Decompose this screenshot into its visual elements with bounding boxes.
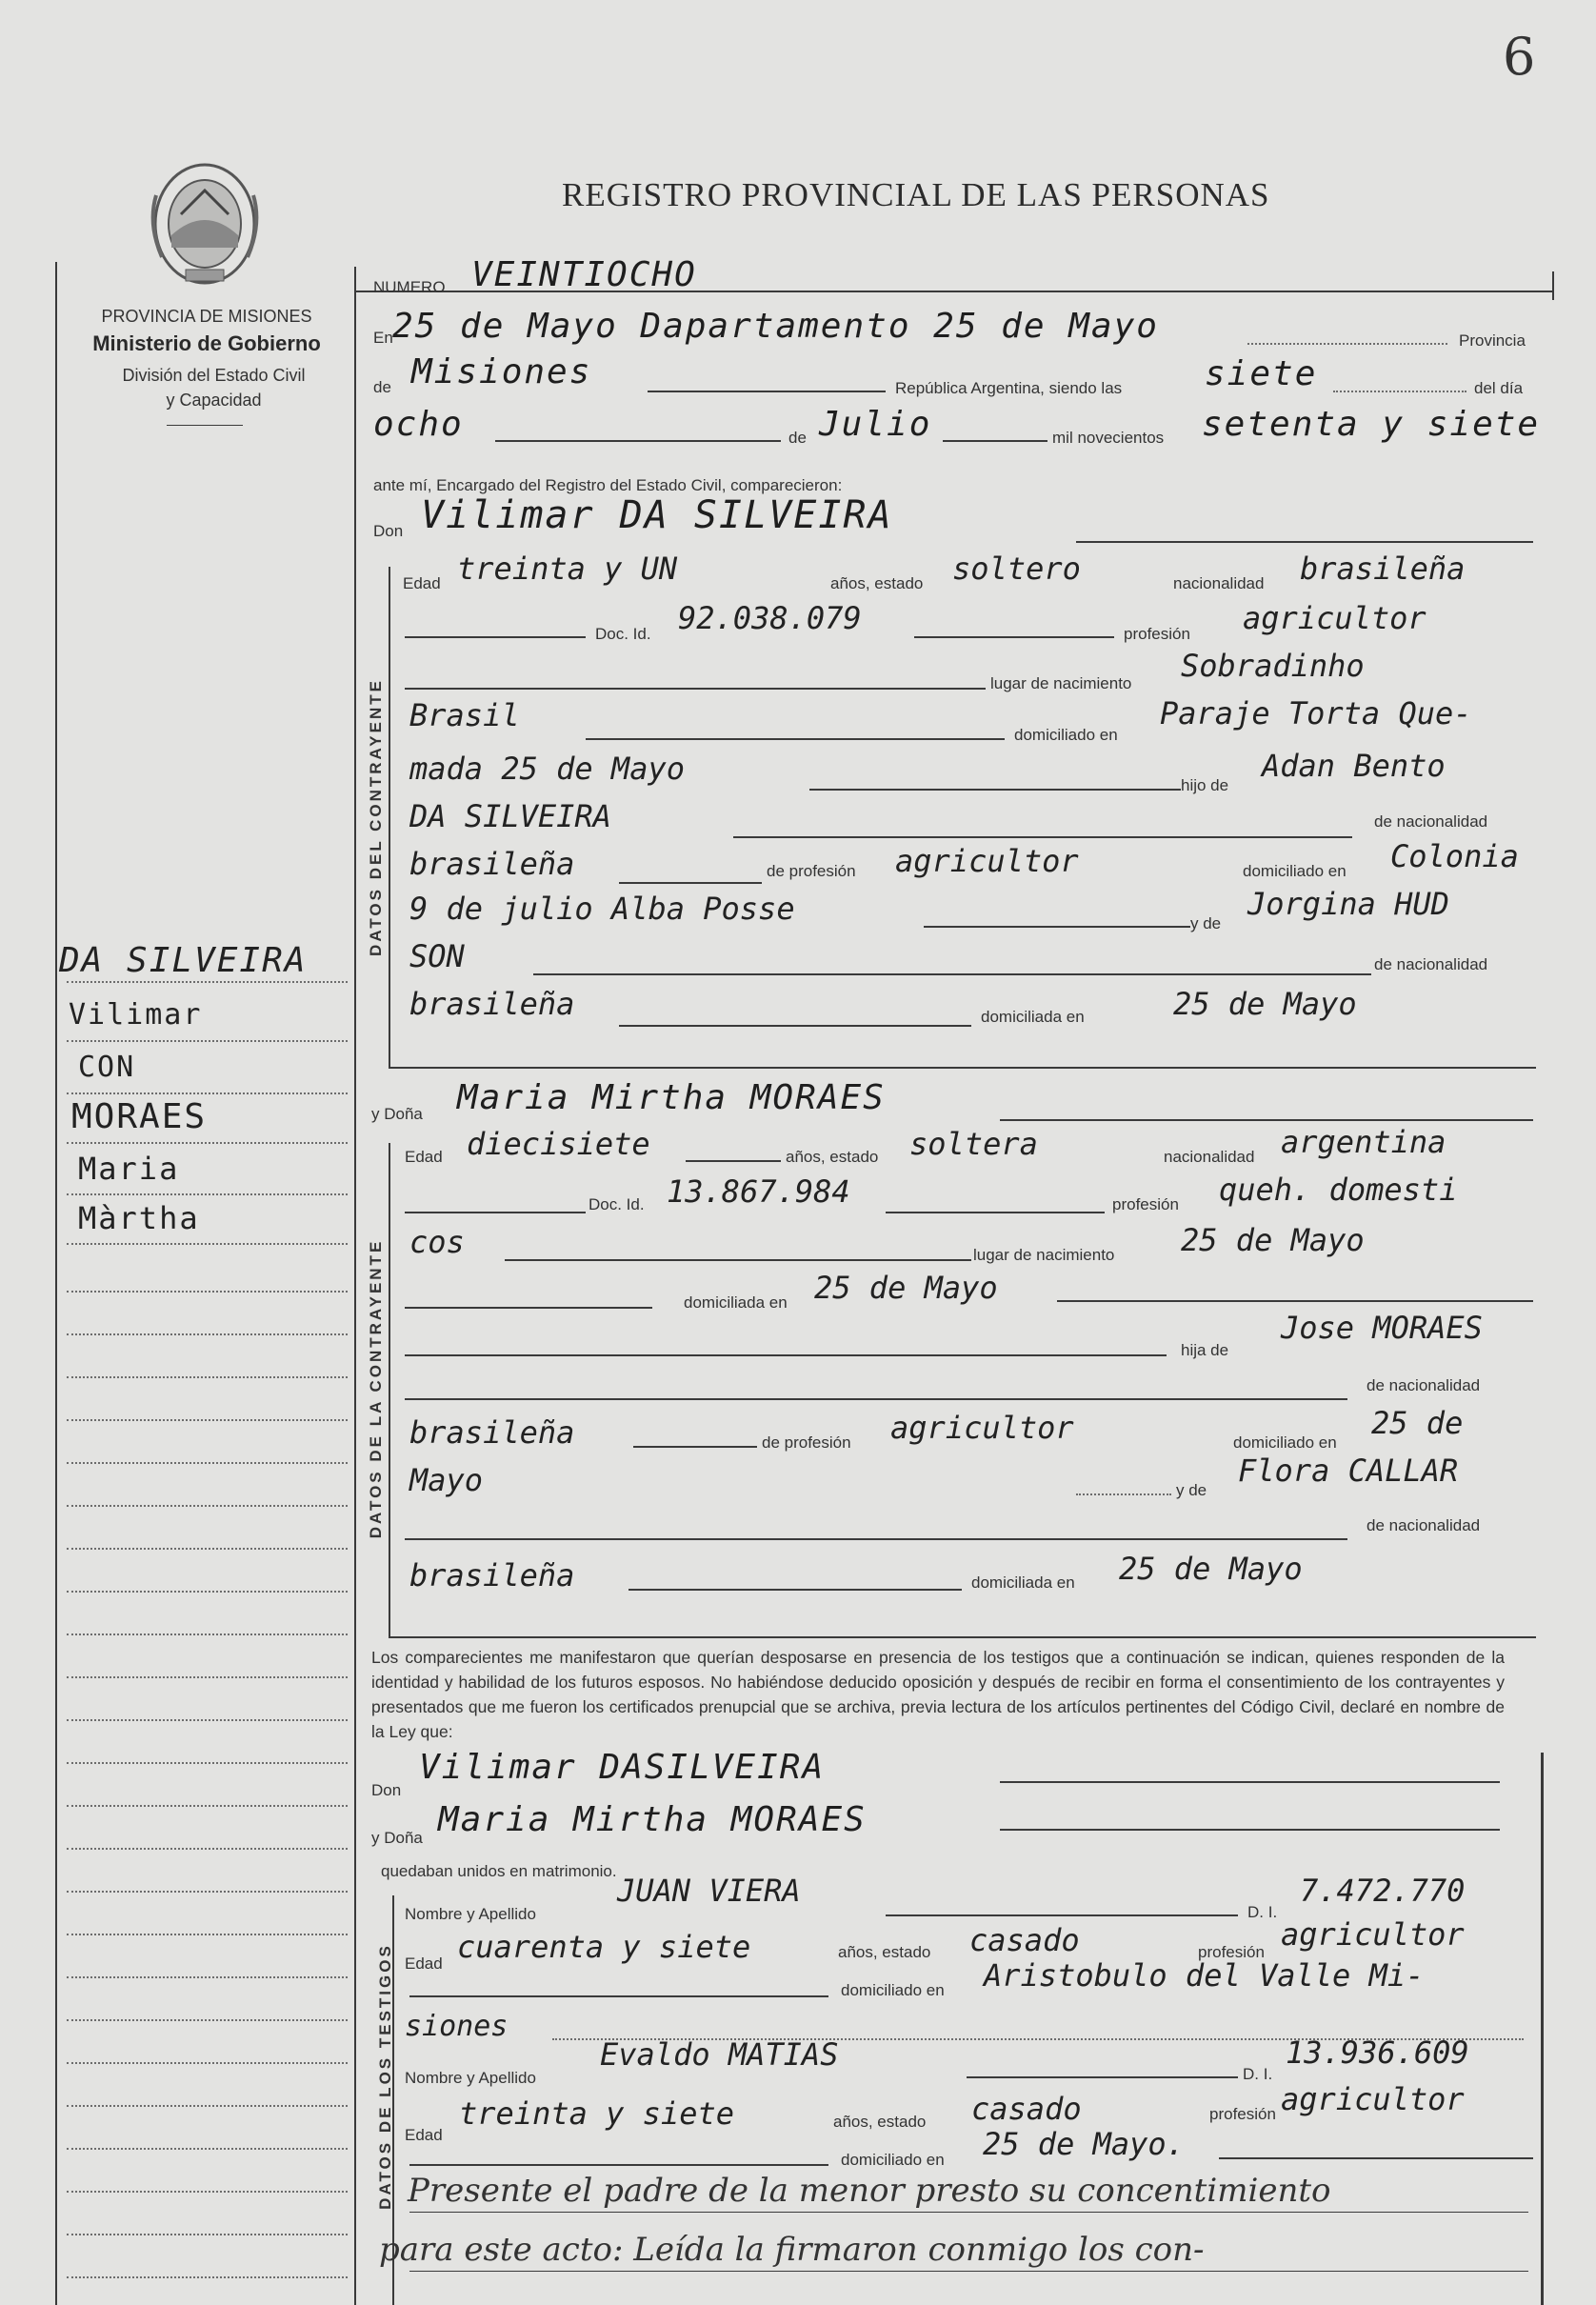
groom-mother-nationality: brasileña — [409, 986, 575, 1022]
groom-status: soltero — [952, 551, 1081, 587]
label-profesion-4: profesión — [1209, 2105, 1276, 2123]
witness2-age: treinta y siete — [459, 2095, 734, 2132]
label-nacionalidad: nacionalidad — [1173, 574, 1265, 592]
groom-birthplace-1: Sobradinho — [1181, 648, 1365, 684]
bride-name: Maria Mirtha MORAES — [457, 1078, 886, 1117]
label-de: de — [373, 378, 391, 396]
label-mil-novecientos: mil novecientos — [1052, 429, 1165, 447]
label-domiciliado-en: domiciliado en — [1014, 726, 1118, 744]
label-don-2: Don — [371, 1781, 402, 1799]
field-en: 25 de Mayo Dapartamento 25 de Mayo — [392, 307, 1159, 346]
label-doc-id: Doc. Id. — [595, 625, 651, 643]
groom-name: Vilimar DA SILVEIRA — [421, 493, 893, 537]
groom-profession: agricultor — [1243, 600, 1426, 636]
label-ante-mi: ante mí, Encargado del Registro del Estado Civil, comparecieron: — [373, 476, 843, 494]
witness2-name: Evaldo MATIAS — [600, 2036, 839, 2073]
margin-surname: DA SILVEIRA — [59, 941, 308, 980]
groom-mother-2: SON — [409, 938, 465, 974]
groom-mother-address: 25 de Mayo — [1173, 986, 1357, 1022]
witness1-di: 7.472.770 — [1300, 1873, 1466, 1909]
bride-father-nationality: brasileña — [409, 1414, 575, 1451]
field-mes: Julio — [819, 405, 932, 444]
groom-address-2: mada 25 de Mayo — [409, 751, 685, 787]
groom-father-address-1: Colonia — [1390, 838, 1519, 874]
groom-father-nationality: brasileña — [409, 846, 575, 882]
groom-address-1: Paraje Torta Que- — [1160, 695, 1472, 732]
label-del-dia: del día — [1474, 379, 1524, 397]
label-de-nacionalidad: de nacionalidad — [1374, 812, 1488, 831]
declaration-bride: Maria Mirtha MORAES — [438, 1800, 867, 1839]
bride-birthplace: 25 de Mayo — [1181, 1222, 1365, 1258]
label-profesion-2: profesión — [1112, 1195, 1179, 1213]
groom-mother-1: Jorgina HUD — [1247, 886, 1449, 922]
groom-father-address-2: 9 de julio Alba Posse — [409, 891, 795, 927]
label-domiciliado-en-3: domiciliado en — [1233, 1433, 1337, 1452]
label-hijo-de: hijo de — [1181, 776, 1229, 794]
groom-father-1: Adan Bento — [1262, 748, 1446, 784]
groom-nationality: brasileña — [1300, 551, 1466, 587]
label-y-dona-2: y Doña — [371, 1829, 423, 1847]
bride-doc: 13.867.984 — [667, 1173, 850, 1210]
label-lugar-nacimiento-2: lugar de nacimiento — [973, 1246, 1115, 1264]
label-edad: Edad — [403, 574, 441, 592]
bride-age: diecisiete — [467, 1126, 650, 1162]
witness1-name: JUAN VIERA — [617, 1873, 801, 1909]
label-en: En — [373, 329, 393, 347]
groom-father-2: DA SILVEIRA — [409, 798, 611, 834]
label-anos-estado-4: años, estado — [833, 2113, 927, 2131]
label-y-de-2: y de — [1176, 1481, 1207, 1499]
bride-profession-2: cos — [409, 1224, 465, 1260]
provincial-seal-icon — [143, 157, 267, 300]
label-domiciliado-en-2: domiciliado en — [1243, 862, 1347, 880]
label-don: Don — [373, 522, 404, 540]
label-edad-4: Edad — [405, 2126, 443, 2144]
witness2-di: 13.936.609 — [1286, 2034, 1469, 2071]
witness2-profession: agricultor — [1281, 2081, 1465, 2117]
groom-section-label: DATOS DEL CONTRAYENTE — [367, 678, 385, 956]
witness1-address-1: Aristobulo del Valle Mi- — [984, 1957, 1425, 1994]
witness1-status: casado — [969, 1922, 1080, 1958]
groom-father-profession: agricultor — [895, 843, 1079, 879]
label-domiciliada-en-2: domiciliada en — [684, 1293, 788, 1312]
bride-status: soltera — [909, 1126, 1038, 1162]
witness1-address-2: siones — [405, 2010, 509, 2043]
footnote-line2: para este acto: Leída la firmaron conmigo los con- — [379, 2231, 1205, 2269]
footnote-line1: Presente el padre de la menor presto su concentimiento — [408, 2172, 1331, 2210]
label-de-nacionalidad-4: de nacionalidad — [1367, 1516, 1481, 1534]
page-title: REGISTRO PROVINCIAL DE LAS PERSONAS — [562, 176, 1270, 213]
bride-section-label: DATOS DE LA CONTRAYENTE — [367, 1238, 385, 1539]
bride-mother-address: 25 de Mayo — [1119, 1551, 1303, 1587]
office-division: División del Estado Civil — [122, 366, 306, 385]
label-numero: NUMERO — [373, 278, 446, 296]
margin-bride-surname: MORAES — [71, 1097, 208, 1136]
declaration-groom: Vilimar DASILVEIRA — [419, 1748, 826, 1787]
label-nombre-apellido-2: Nombre y Apellido — [405, 2069, 536, 2087]
witness1-profession: agricultor — [1281, 1916, 1465, 1953]
label-provincia: Provincia — [1459, 331, 1526, 350]
groom-birthplace-2: Brasil — [409, 697, 520, 733]
bride-father-profession: agricultor — [890, 1410, 1074, 1446]
label-edad-2: Edad — [405, 1148, 443, 1166]
margin-bride-middle: Màrtha — [78, 1200, 200, 1236]
label-domiciliado-en-4: domiciliado en — [841, 1981, 945, 1999]
label-profesion-3: profesión — [1198, 1943, 1265, 1961]
label-de-profesion: de profesión — [767, 862, 856, 880]
witness2-address: 25 de Mayo. — [983, 2126, 1185, 2162]
label-di: D. I. — [1247, 1903, 1278, 1921]
label-anos-estado-2: años, estado — [786, 1148, 879, 1166]
groom-age: treinta y UN — [457, 551, 678, 587]
label-di-2: D. I. — [1243, 2065, 1273, 2083]
label-domiciliada-en-3: domiciliada en — [971, 1573, 1075, 1592]
field-provincia: Misiones — [411, 352, 592, 391]
label-de-mes: de — [788, 429, 807, 447]
label-hija-de: hija de — [1181, 1341, 1229, 1359]
bride-address: 25 de Mayo — [814, 1270, 998, 1306]
label-profesion: profesión — [1124, 625, 1190, 643]
field-dia: ocho — [373, 405, 464, 444]
bride-father: Jose MORAES — [1281, 1310, 1483, 1346]
label-doc-id-2: Doc. Id. — [589, 1195, 645, 1213]
groom-doc: 92.038.079 — [678, 600, 862, 636]
label-republica: República Argentina, siendo las — [895, 379, 1123, 397]
office-ministry: Ministerio de Gobierno — [92, 331, 321, 355]
field-hora: siete — [1205, 354, 1318, 393]
declaration-paragraph: Los comparecientes me manifestaron que querían desposarse en presencia de los testigos que a continuación se indican, quienes responden de la identidad y habilidad de los futuros esposos. No habiéndose deducido oposición y después de recibir en forma el consentimiento de los contrayentes y presentados que me fueron los certificados prenupcial que se archiva, previa lectura de los artículos pertinentes del Código Civil, declaré en nombre de la Ley que: — [371, 1648, 1505, 1741]
label-de-nacionalidad-2: de nacionalidad — [1374, 955, 1488, 973]
label-nacionalidad-2: nacionalidad — [1164, 1148, 1255, 1166]
label-lugar-nacimiento: lugar de nacimiento — [990, 674, 1132, 692]
label-y-de: y de — [1190, 914, 1222, 932]
office-capacity: y Capacidad — [166, 391, 262, 410]
witness2-status: casado — [971, 2091, 1082, 2127]
margin-groom-name: Vilimar — [69, 998, 203, 1032]
bride-father-address-1: 25 de — [1371, 1405, 1464, 1441]
label-y-dona: y Doña — [371, 1105, 423, 1123]
bride-profession-1: queh. domesti — [1219, 1172, 1458, 1208]
label-domiciliado-en-5: domiciliado en — [841, 2151, 945, 2169]
field-numero: VEINTIOCHO — [471, 255, 697, 294]
label-anos-estado: años, estado — [830, 574, 924, 592]
bride-mother-nationality: brasileña — [409, 1557, 575, 1593]
bride-nationality: argentina — [1281, 1124, 1446, 1160]
label-de-nacionalidad-3: de nacionalidad — [1367, 1376, 1481, 1394]
bride-mother: Flora CALLAR — [1238, 1453, 1459, 1489]
bride-father-address-2: Mayo — [409, 1462, 484, 1498]
label-nombre-apellido: Nombre y Apellido — [405, 1905, 536, 1923]
label-edad-3: Edad — [405, 1954, 443, 1973]
label-anos-estado-3: años, estado — [838, 1943, 931, 1961]
witness1-age: cuarenta y siete — [457, 1929, 751, 1965]
office-province: PROVINCIA DE MISIONES — [101, 307, 312, 326]
page-number: 6 — [1503, 27, 1536, 87]
label-de-profesion-2: de profesión — [762, 1433, 851, 1452]
label-domiciliada-en: domiciliada en — [981, 1008, 1085, 1026]
witnesses-section-label: DATOS DE LOS TESTIGOS — [376, 1943, 394, 2210]
margin-con: CON — [78, 1051, 136, 1084]
label-quedaban: quedaban unidos en matrimonio. — [381, 1862, 617, 1880]
field-anio: setenta y siete — [1202, 405, 1541, 444]
margin-bride-name: Maria — [78, 1151, 180, 1187]
